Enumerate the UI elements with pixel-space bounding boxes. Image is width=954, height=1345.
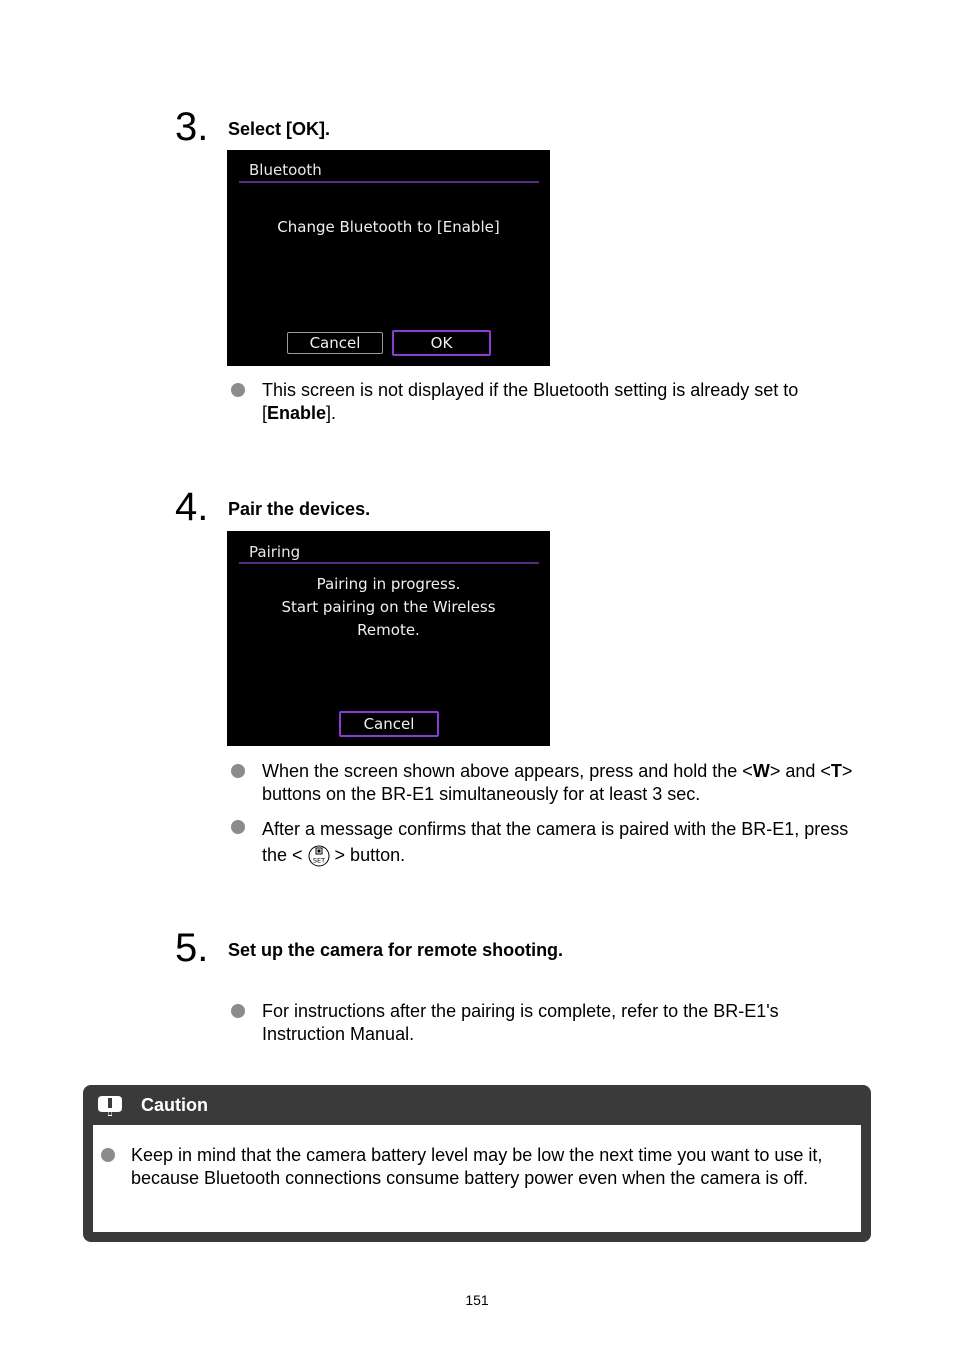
pairing-screen — [227, 531, 550, 746]
step4-note-2 — [262, 816, 852, 868]
bullet-dot — [101, 1148, 115, 1162]
screen-message-line-2: Start pairing on the Wireless — [281, 598, 496, 616]
caution-heading: Caution — [141, 1095, 208, 1115]
screen-title-underline — [239, 562, 539, 564]
step4-note-1 — [262, 760, 862, 806]
cancel-button[interactable]: Cancel — [287, 332, 383, 354]
step-number-4: 4. — [175, 485, 209, 529]
note-text: > buttons on the BR-E1 simultaneously for at least 3 sec. — [262, 761, 853, 804]
step-title-4: Pair the devices. — [228, 499, 371, 519]
screen-message: Change Bluetooth to [Enable] — [277, 218, 500, 236]
note-text: After a message confirms that the camera is paired with the BR-E1, press the < — [262, 819, 849, 865]
step-number-3: 3. — [175, 105, 209, 149]
page-number: 151 — [465, 1292, 489, 1308]
note-text: This screen is not displayed if the Bluetooth setting is already set to [ — [262, 380, 799, 423]
svg-text:SET: SET — [312, 856, 325, 865]
caution-text: Keep in mind that the camera battery level may be low the next time you want to use it, because Bluetooth connections consume battery power even when the camera is off. — [131, 1145, 823, 1188]
caution-body — [93, 1125, 861, 1232]
note-text-end: > button. — [329, 845, 406, 865]
caution-box — [83, 1085, 871, 1242]
note-text: > and < — [769, 761, 831, 781]
step-title-3: Select [OK]. — [228, 119, 331, 139]
set-button-icon — [308, 845, 330, 867]
ok-button[interactable]: OK — [392, 330, 491, 356]
screen-title: Bluetooth — [249, 161, 322, 179]
step3-note — [262, 379, 852, 425]
screen-title: Pairing — [249, 543, 301, 561]
note-text-end: ]. — [326, 403, 337, 423]
screen-message-line-3: Remote. — [357, 621, 420, 639]
button-w-label: W — [752, 761, 770, 781]
bullet-dot — [231, 764, 245, 778]
cancel-button[interactable]: Cancel — [339, 711, 439, 737]
caution-icon — [97, 1094, 123, 1118]
note-bold: Enable — [267, 403, 327, 423]
bullet-dot — [231, 383, 245, 397]
step-number-5: 5. — [175, 926, 209, 970]
step5-note: For instructions after the pairing is complete, refer to the BR-E1's Instruction Manual. — [262, 1001, 779, 1044]
screen-title-underline — [239, 181, 539, 183]
bullet-dot — [231, 1004, 245, 1018]
step-title-5: Set up the camera for remote shooting. — [228, 940, 564, 960]
button-t-label: T — [830, 761, 842, 781]
bluetooth-screen — [227, 150, 550, 366]
note-text: When the screen shown above appears, press and hold the < — [262, 761, 753, 781]
bullet-dot — [231, 820, 245, 834]
screen-message-line-1: Pairing in progress. — [316, 575, 461, 593]
